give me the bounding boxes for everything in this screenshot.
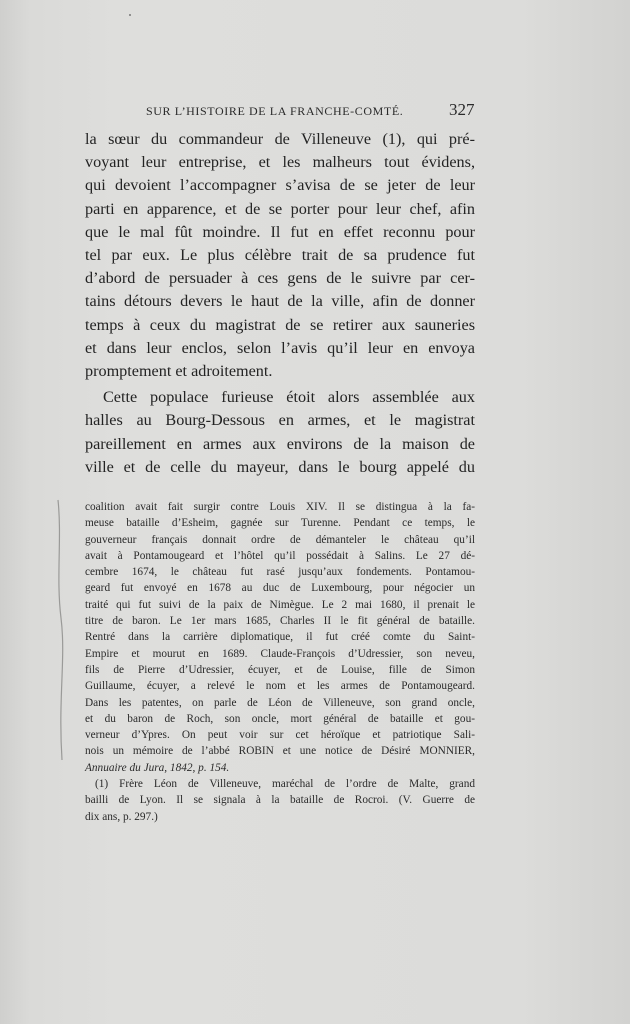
footnote-line: traité qui fut suivi de la paix de Nimègue. Le 2 mai 1680, il prenait le: [85, 598, 475, 611]
text-line: pareillement en armes aux environs de la maison de: [85, 434, 475, 453]
text-line: et dans leur enclos, selon l’avis qu’il leur en envoya: [85, 338, 475, 357]
footnote-line: cembre 1674, le château fut rasé jusqu’aux fondements. Pontamou-: [85, 566, 475, 579]
footnote-1-line: (1) Frère Léon de Villeneuve, maréchal de l’ordre de Malte, grand: [95, 778, 475, 791]
footnote-line: verneur d’Ypres. On peut voir sur cet héroïque et patriotique Sali-: [85, 729, 475, 742]
footnote-line: Empire et mourut en 1689. Claude-François d’Udressier, son neveu,: [85, 647, 475, 660]
paper-speck: [129, 14, 131, 16]
text-line: voyant leur entreprise, et les malheurs tout évidens,: [85, 153, 475, 172]
text-line: Cette populace furieuse étoit alors assemblée aux: [103, 388, 475, 407]
page-number: 327: [449, 100, 475, 119]
footnote-line: Annuaire du Jura, 1842, p. 154.: [85, 761, 230, 774]
text-line: la sœur du commandeur de Villeneuve (1), qui pré-: [85, 130, 475, 148]
text-line: promptement et adroitement.: [85, 362, 273, 381]
text-line: ville et de celle du mayeur, dans le bourg appelé du: [85, 457, 475, 476]
footnote-line: coalition avait fait surgir contre Louis XIV. Il se distingua à la fa-: [85, 501, 475, 513]
text-line: temps à ceux du magistrat de se retirer aux sauneries: [85, 315, 475, 334]
footnote-line: titre de baron. Le 1er mars 1685, Charles II le fit général de bataille.: [85, 615, 475, 628]
text-line: parti en apparence, et de se porter pour leur chef, afin: [85, 199, 475, 218]
footnote-1-line: bailli de Lyon. Il se signala à la bataille de Rocroi. (V. Guerre de: [85, 794, 475, 807]
footnote-line: meuse bataille d’Esheim, gagnée sur Turenne. Pendant ce temps, le: [85, 517, 475, 530]
text-line: d’abord de persuader à ces gens de le suivre par cer-: [85, 269, 475, 288]
margin-pencil-mark: [52, 498, 72, 763]
footnote-line: Guillaume, écuyer, a relevé le nom et les armes de Pontamougeard.: [85, 680, 475, 693]
footnote-line: Rentré dans la carrière diplomatique, il fut créé comte du Saint-: [85, 631, 475, 644]
footnote-1-line: dix ans, p. 297.): [85, 810, 158, 823]
running-header: SUR L’HISTOIRE DE LA FRANCHE-COMTÉ.: [146, 104, 404, 118]
footnote-line: nois un mémoire de l’abbé ROBIN et une notice de Désiré MONNIER,: [85, 745, 475, 758]
text-line: halles au Bourg-Dessous en armes, et le magistrat: [85, 411, 475, 430]
text-line: tains détours devers le haut de la ville, afin de donner: [85, 292, 475, 311]
text-line: que le mal fût moindre. Il fut en effet reconnu pour: [85, 222, 475, 241]
footnotes: [85, 499, 475, 825]
footnote-line: fils de Pierre d’Udressier, écuyer, et de Louise, fille de Simon: [85, 663, 475, 676]
text-line: tel par eux. Le plus célèbre trait de sa prudence fut: [85, 246, 475, 265]
footnote-line: Dans les patentes, on parle de Léon de Villeneuve, son grand oncle,: [85, 696, 475, 709]
footnote-line: avait à Pontamougeard et l’hôtel qu’il possédait à Salins. Le 27 dé-: [85, 549, 475, 562]
footnote-line: gouverneur français donnait ordre de démanteler le château qu’il: [85, 533, 475, 546]
footnote-line: geard fut envoyé en 1678 au duc de Luxembourg, pour négocier un: [85, 582, 475, 595]
text-line: qui devoient l’accompagner s’avisa de se jeter de leur: [85, 176, 475, 195]
footnote-line: et du baron de Roch, son oncle, mort général de bataille et gou-: [85, 712, 475, 725]
main-text: [85, 128, 475, 479]
